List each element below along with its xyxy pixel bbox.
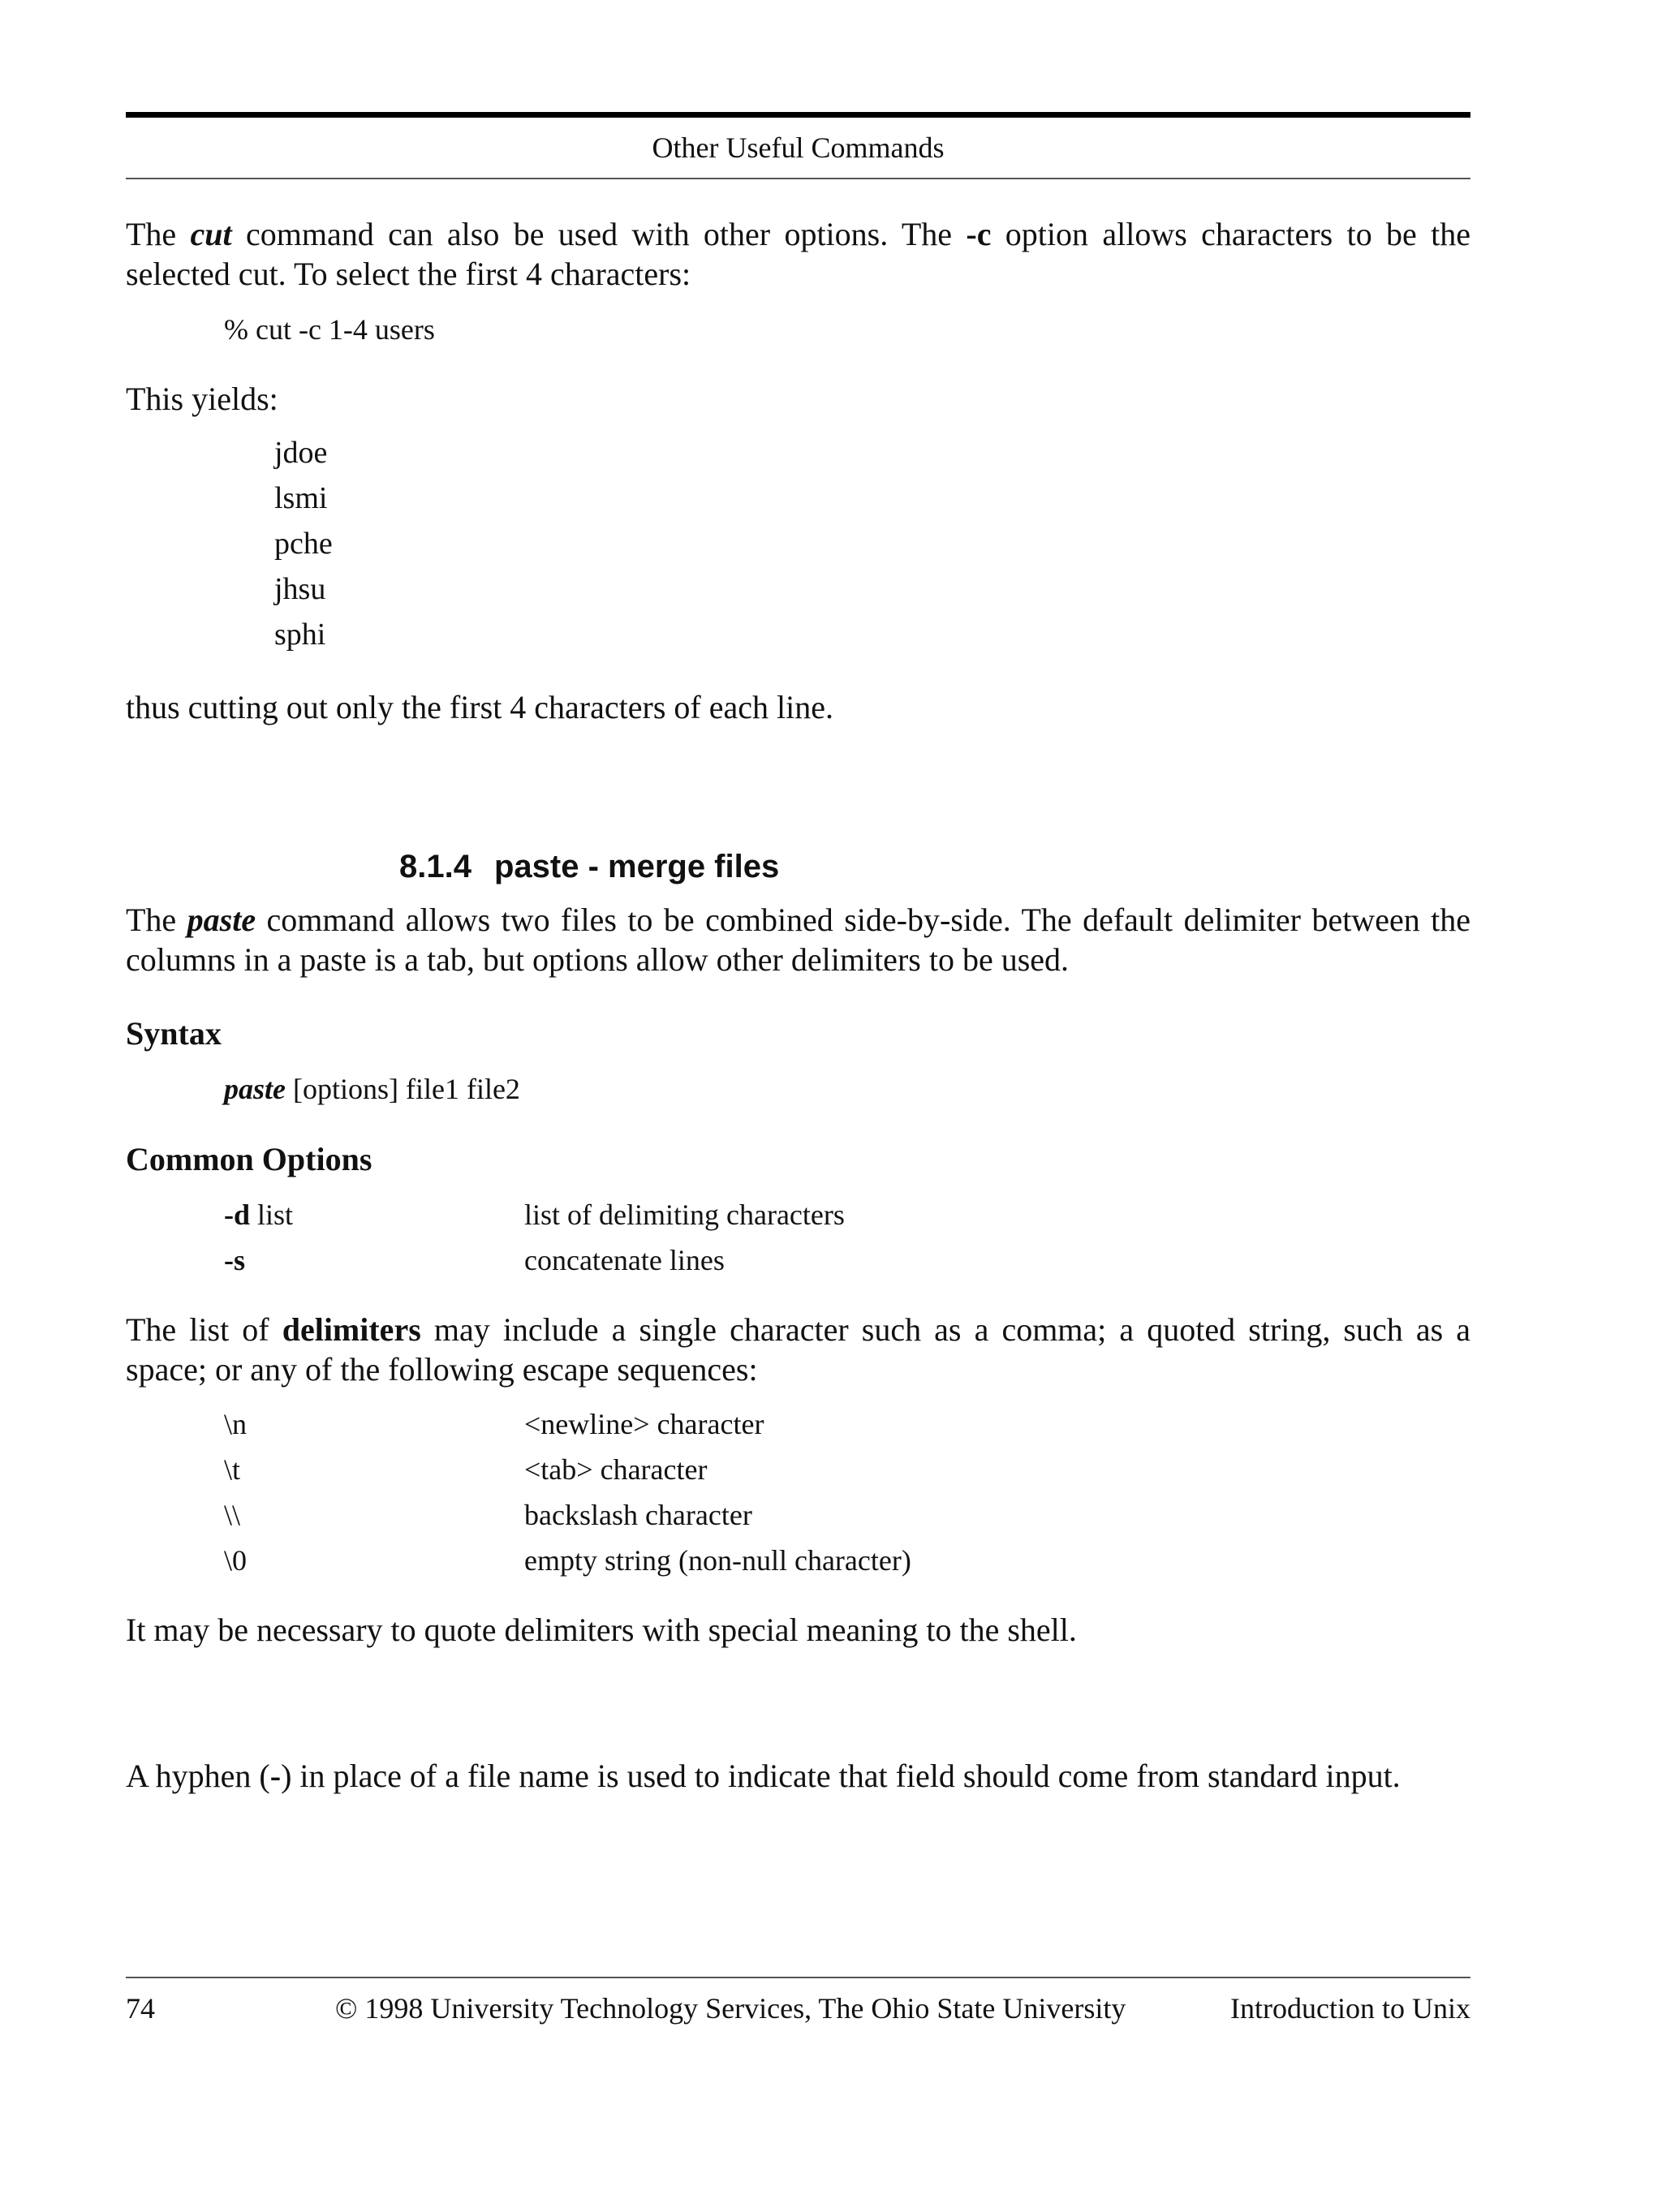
output-line: pche — [274, 527, 333, 561]
delim-text: may include a single character such as a comma; a quoted string, such as a space; or any of the following escape sequences: — [126, 1311, 1470, 1388]
delimiters-term: delimiters — [282, 1311, 421, 1348]
conclusion-text: thus cutting out only the first 4 characters of each line. — [126, 689, 833, 725]
escape-row — [224, 1497, 1360, 1533]
escape-row — [224, 1543, 1360, 1578]
yields-label: This yields: — [126, 381, 278, 417]
desc-text: command allows two files to be combined side-by-side. The default delimiter between the columns in a paste is a tab, but options allow other delimiters to be used. — [126, 902, 1471, 978]
output-line: jhsu — [274, 572, 326, 606]
page-number: 74 — [126, 1992, 155, 2025]
option-row — [224, 1242, 1360, 1278]
intro-text: command can also be used with other options. The — [231, 216, 967, 252]
book-title: Introduction to Unix — [1230, 1992, 1470, 2025]
option-row — [224, 1197, 1360, 1233]
escape-sequence: \\ — [224, 1499, 241, 1531]
hyphen-note — [126, 1756, 1470, 1796]
escape-sequence: \t — [224, 1453, 241, 1486]
escape-description: <tab> character — [524, 1453, 708, 1486]
paste-command: paste — [187, 902, 256, 938]
escape-sequence: \n — [224, 1408, 248, 1440]
option-description: list of delimiting characters — [524, 1199, 845, 1231]
escape-description: empty string (non-null character) — [524, 1544, 911, 1577]
c-option: -c — [966, 216, 992, 252]
escape-row — [224, 1406, 1360, 1442]
hyphen-symbol: - — [269, 1758, 282, 1794]
hyphen-text: A hyphen ( — [126, 1758, 270, 1794]
header-rule-thick — [126, 112, 1470, 118]
escape-sequence: \0 — [224, 1544, 248, 1577]
intro-text: option allows characters to be the selected cut. To select the first 4 characters: — [126, 216, 1471, 292]
section-heading — [399, 846, 779, 887]
section-title: paste - merge files — [493, 849, 780, 884]
option-flag-cell — [224, 1197, 293, 1233]
desc-text: The — [126, 902, 187, 938]
escape-description: <newline> character — [524, 1408, 764, 1440]
quote-note: It may be necessary to quote delimiters with special meaning to the shell. — [126, 1612, 1077, 1648]
page-footer — [126, 1990, 1470, 2026]
example-command: % cut -c 1-4 users — [224, 313, 435, 346]
option-flag: -s — [224, 1244, 245, 1276]
running-header: Other Useful Commands — [652, 131, 945, 164]
hyphen-text: ) in place of a file name is used to indicate that field should come from standard input. — [281, 1758, 1401, 1794]
copyright-notice: © 1998 University Technology Services, The Ohio State University — [335, 1992, 1126, 2025]
intro-text: The — [126, 216, 191, 252]
option-description: concatenate lines — [524, 1244, 725, 1276]
output-line: lsmi — [274, 481, 328, 515]
paste-description — [126, 900, 1470, 979]
escape-description: backslash character — [524, 1499, 752, 1531]
option-flag-cell — [224, 1242, 245, 1278]
syntax-heading: Syntax — [126, 1015, 222, 1052]
delimiters-paragraph — [126, 1310, 1470, 1389]
options-heading: Common Options — [126, 1141, 372, 1177]
escape-row — [224, 1452, 1360, 1487]
output-line: jdoe — [274, 436, 328, 470]
footer-rule — [126, 1977, 1470, 1978]
header-rule-thin — [126, 178, 1470, 179]
intro-paragraph — [126, 214, 1470, 294]
syntax-command: paste — [224, 1073, 286, 1105]
option-arg: list — [250, 1199, 294, 1231]
syntax-args: [options] file1 file2 — [286, 1073, 520, 1105]
delim-text: The list of — [126, 1311, 282, 1348]
output-line: sphi — [274, 618, 326, 652]
section-number: 8.1.4 — [399, 849, 471, 884]
cut-command: cut — [190, 216, 232, 252]
syntax-line — [224, 1071, 520, 1107]
option-flag: -d — [224, 1199, 251, 1231]
